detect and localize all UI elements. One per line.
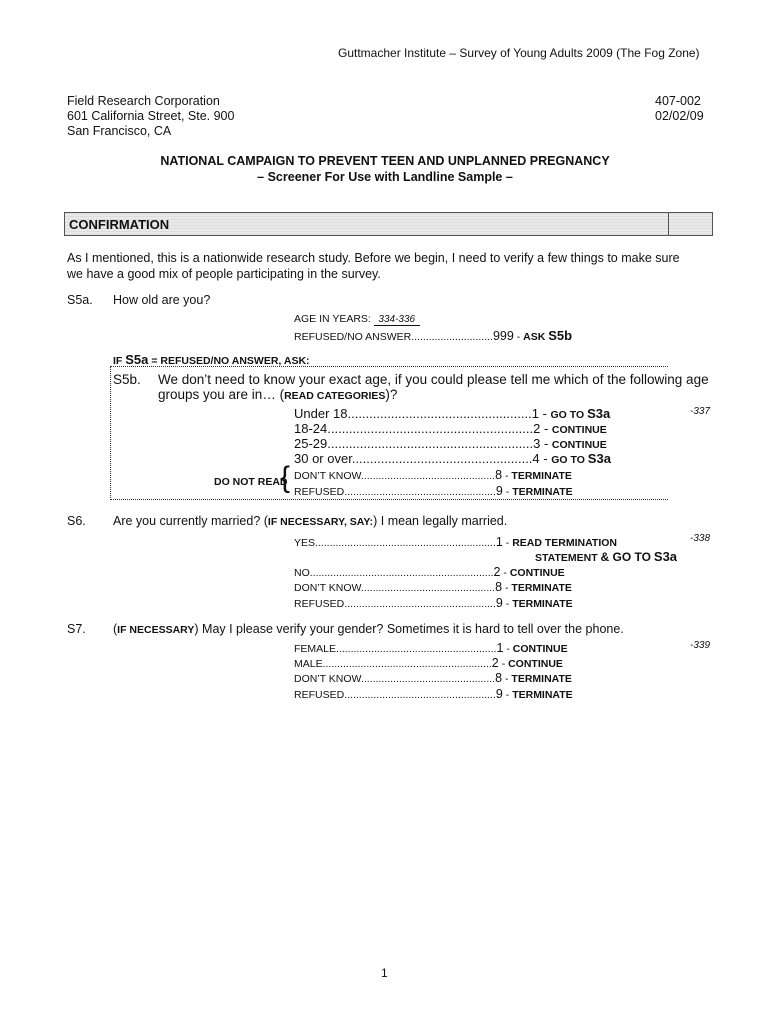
question-text-s5b-line1: We don’t need to know your exact age, if you could please tell me which of the following age	[158, 372, 709, 387]
address-line-3: San Francisco, CA	[67, 124, 172, 138]
s6-option-1: YES..............................................................1 - READ TERMINATION	[294, 535, 617, 549]
question-text-s6: Are you currently married? (IF NECESSARY, SAY:) I mean legally married.	[113, 514, 508, 528]
section-header-bar	[64, 212, 713, 236]
s6-option-1-continuation: STATEMENT & GO TO S3a	[535, 549, 678, 564]
s5b-do-not-read-label: DO NOT READ	[214, 476, 288, 488]
intro-line-1: As I mentioned, this is a nationwide research study. Before we begin, I need to verify a few things to make sure	[67, 251, 680, 265]
question-id-s5a: S5a.	[67, 293, 93, 307]
s7-column-ref: -339	[690, 640, 711, 651]
s5a-refused-row: REFUSED/NO ANSWER............................999 - ASK S5b	[294, 328, 573, 343]
s5a-age-field	[294, 313, 420, 326]
question-text-s5b-line2: groups you are in… (READ CATEGORIES)?	[158, 387, 398, 402]
s5b-option-9: REFUSED....................................................9 - TERMINATE	[294, 484, 573, 498]
s5b-option-1: Under 18...................................................1 - GO TO S3a	[294, 406, 611, 421]
s6-option-9: REFUSED....................................................9 - TERMINATE	[294, 596, 573, 610]
section-divider	[668, 213, 669, 235]
s5a-refused-dots: ............................	[411, 331, 493, 343]
question-id-s7: S7.	[67, 622, 86, 636]
s5b-column-ref: -337	[690, 406, 711, 417]
s5b-filter-instruction: IF S5a = REFUSED/NO ANSWER, ASK:	[113, 352, 310, 367]
address-line-1: Field Research Corporation	[67, 94, 220, 108]
question-text-s5a: How old are you?	[113, 293, 211, 307]
s7-option-1: FEMALE.......................................................1 - CONTINUE	[294, 641, 568, 655]
s5b-option-8: DON’T KNOW..............................................8 - TERMINATE	[294, 468, 572, 482]
s7-option-9: REFUSED....................................................9 - TERMINATE	[294, 687, 573, 701]
reference-date: 02/02/09	[655, 109, 704, 123]
reference-number: 407-002	[655, 94, 701, 108]
s7-option-8: DON’T KNOW..............................................8 - TERMINATE	[294, 671, 572, 685]
s5b-option-3: 25-29.........................................................3 - CONTINUE	[294, 436, 607, 451]
section-label: CONFIRMATION	[69, 217, 170, 232]
document-subtitle: – Screener For Use with Landline Sample –	[257, 170, 513, 184]
intro-line-2: we have a good mix of people participating in the survey.	[67, 267, 381, 281]
question-id-s6: S6.	[67, 514, 86, 528]
document-title: NATIONAL CAMPAIGN TO PREVENT TEEN AND UNPLANNED PREGNANCY	[160, 154, 610, 168]
s5b-brace: {	[280, 461, 291, 494]
s5a-age-column: 334-336	[374, 314, 420, 326]
s5a-refused-code: 999	[492, 329, 514, 343]
s5a-refused-action: ASK S5b	[523, 328, 573, 343]
survey-header-title: Guttmacher Institute – Survey of Young Adults 2009 (The Fog Zone)	[338, 46, 700, 60]
s7-option-2: MALE..........................................................2 - CONTINUE	[294, 656, 563, 670]
s5b-option-2: 18-24.........................................................2 - CONTINUE	[294, 421, 607, 436]
s5b-option-4: 30 or over..................................................4 - GO TO S3a	[294, 451, 611, 466]
address-line-2: 601 California Street, Ste. 900	[67, 109, 235, 123]
s5a-refused-label: REFUSED/NO ANSWER	[294, 331, 412, 343]
s5a-age-label: AGE IN YEARS:	[294, 313, 371, 325]
s6-column-ref: -338	[690, 533, 711, 544]
question-text-s7: (IF NECESSARY) May I please verify your gender? Sometimes it is hard to tell over the phone.	[113, 622, 624, 636]
s6-option-2: NO...............................................................2 - CONTINUE	[294, 565, 565, 579]
page-number: 1	[381, 966, 388, 980]
question-id-s5b: S5b.	[113, 372, 141, 387]
s6-option-8: DON’T KNOW..............................................8 - TERMINATE	[294, 580, 572, 594]
